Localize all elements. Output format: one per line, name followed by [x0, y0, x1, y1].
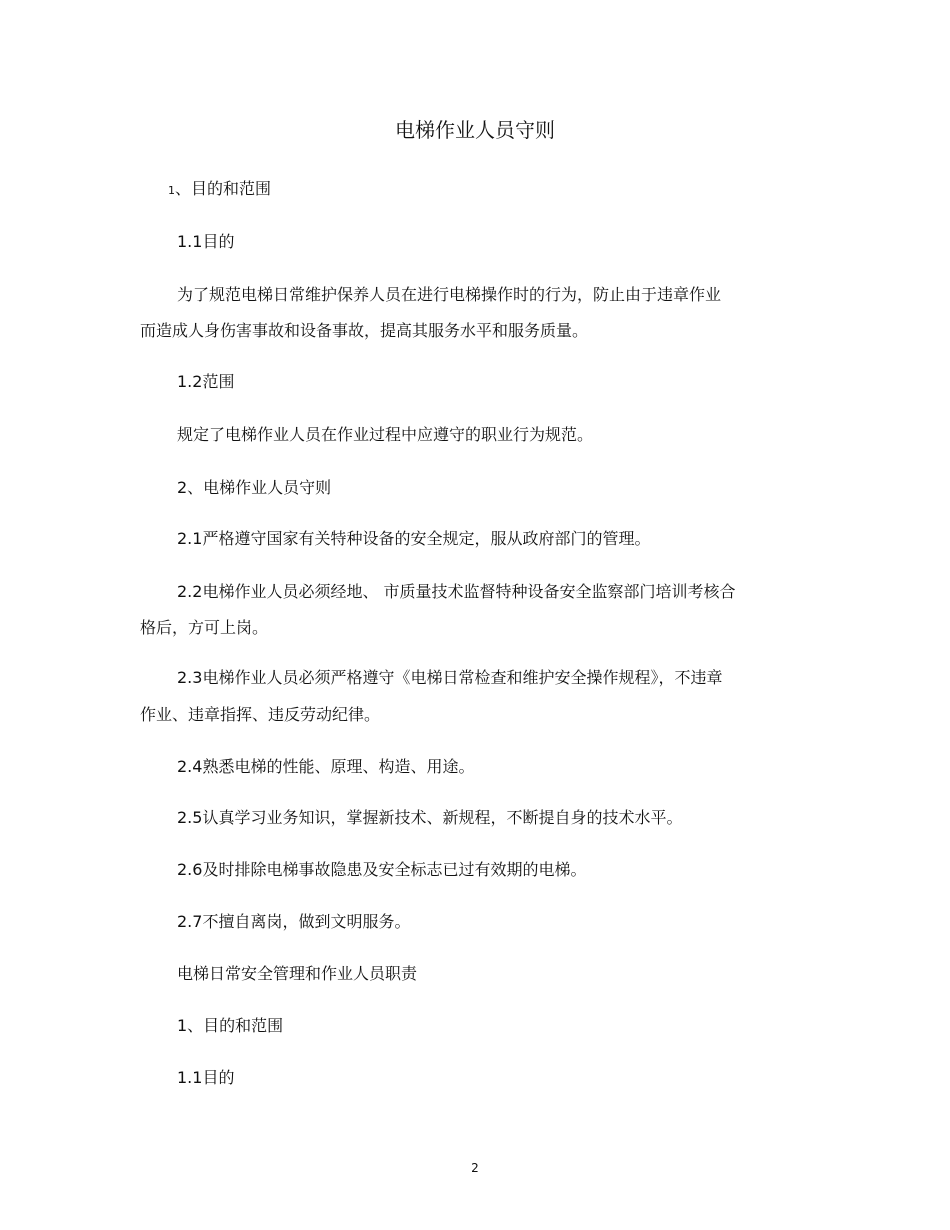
section-1b-heading: 1、目的和范围 [177, 1016, 284, 1035]
rule-2-4: 2.4熟悉电梯的性能、原理、构造、用途。 [177, 757, 475, 776]
page-number: 2 [471, 1161, 479, 1175]
rule-2-6: 2.6及时排除电梯事故隐患及安全标志已过有效期的电梯。 [177, 860, 587, 879]
document-title: 电梯作业人员守则 [395, 118, 555, 142]
section-2-heading: 2、电梯作业人员守则 [177, 478, 332, 497]
rule-2-3-line-2: 作业、违章指挥、违反劳动纪律。 [140, 705, 381, 724]
rule-2-1: 2.1严格遵守国家有关特种设备的安全规定，服从政府部门的管理。 [177, 529, 651, 548]
section-1-heading [0, 177, 950, 203]
subsection-1-2-heading: 1.2范围 [177, 372, 235, 391]
rule-2-3-line-1: 2.3电梯作业人员必须严格遵守《电梯日常检查和维护安全操作规程》，不违章 [177, 668, 723, 687]
section-1-text: 、目的和范围 [175, 179, 272, 198]
second-document-subtitle: 电梯日常安全管理和作业人员职责 [177, 964, 418, 983]
subsection-1-1-heading: 1.1目的 [177, 232, 235, 251]
subsection-1-1b-heading: 1.1目的 [177, 1068, 235, 1087]
rule-2-5: 2.5认真学习业务知识，掌握新技术、新规程，不断提自身的技术水平。 [177, 808, 683, 827]
rule-2-7: 2.7不擅自离岗，做到文明服务。 [177, 912, 411, 931]
rule-2-2-line-2: 格后，方可上岗。 [140, 618, 269, 637]
rule-2-2-line-1: 2.2电梯作业人员必须经地、 市质量技术监督特种设备安全监察部门培训考核合 [177, 582, 736, 601]
purpose-paragraph-line-2: 而造成人身伤害事故和设备事故，提高其服务水平和服务质量。 [140, 321, 589, 340]
purpose-paragraph-line-1: 为了规范电梯日常维护保养人员在进行电梯操作时的行为，防止由于违章作业 [177, 285, 722, 304]
scope-paragraph: 规定了电梯作业人员在作业过程中应遵守的职业行为规范。 [177, 425, 594, 444]
section-1-number: 1 [168, 184, 175, 197]
